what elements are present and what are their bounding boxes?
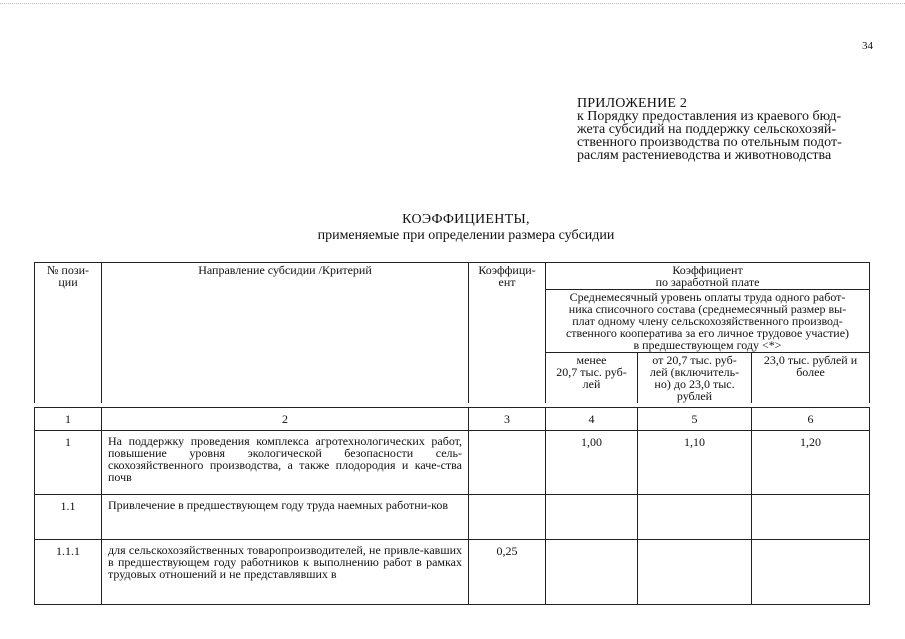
row-col5 <box>638 540 752 605</box>
header-text: рублей <box>676 389 713 403</box>
header-text: лей (включитель- <box>649 365 740 379</box>
row-col6: 1,20 <box>752 431 870 495</box>
column-number: 4 <box>546 408 638 431</box>
header-text: Направление субсидии /Критерий <box>198 263 372 277</box>
row-col6 <box>752 495 870 540</box>
header-text: ственного кооператива за его личное трудовое участие) <box>565 326 850 340</box>
header-text: в предшествующем году <*> <box>633 338 782 352</box>
row-text: для сельскохозяйственных товаропроизводителей, не привле-кавших в предшествующем году работников к выполнению работ в рамках трудовых отношений и не представлявших в <box>102 540 469 605</box>
document-title <box>301 212 631 244</box>
row-coefficient <box>469 431 546 495</box>
header-text: по заработной плате <box>655 275 760 289</box>
header-coefficient <box>469 263 546 404</box>
header-text: 20,7 тыс. руб- <box>556 365 627 379</box>
header-text: Среднемесячный уровень оплаты труда одного работ- <box>569 290 846 304</box>
data-table <box>34 407 870 605</box>
column-number: 3 <box>469 408 546 431</box>
header-text: но) до 23,0 тыс. <box>654 377 735 391</box>
row-col6 <box>752 540 870 605</box>
appendix-line: раслям растениеводства и животноводства <box>577 148 832 163</box>
header-text: 23,0 тыс. рублей и <box>763 353 858 367</box>
row-position: 1.1 <box>35 495 102 540</box>
header-sub-col4 <box>546 353 638 404</box>
row-coefficient: 0,25 <box>469 540 546 605</box>
column-number: 1 <box>35 408 102 431</box>
header-text: ника списочного состава (среднемесячный размер вы- <box>568 302 847 316</box>
appendix-line: к Порядку предоставления из краевого бюд- <box>577 109 842 124</box>
header-text: Коэффициент <box>672 263 743 277</box>
scan-artifact-line <box>0 3 905 4</box>
row-position: 1 <box>35 431 102 495</box>
header-table <box>34 262 870 403</box>
row-coefficient <box>469 495 546 540</box>
header-direction <box>102 263 469 404</box>
column-number-row <box>35 408 870 431</box>
appendix-block <box>577 97 877 162</box>
header-position <box>35 263 102 404</box>
appendix-line: жета субсидий на поддержку сельскохозяй- <box>577 122 837 137</box>
row-text: Привлечение в предшествующем году труда наемных работни-ков <box>102 495 469 540</box>
row-position: 1.1.1 <box>35 540 102 605</box>
header-text: от 20,7 тыс. руб- <box>652 353 737 367</box>
header-group-title <box>546 263 870 290</box>
appendix-line: ственного производства по отельным подот- <box>577 135 842 150</box>
column-number: 6 <box>752 408 870 431</box>
page-number: 34 <box>862 40 873 52</box>
row-col5: 1,10 <box>638 431 752 495</box>
row-col4: 1,00 <box>546 431 638 495</box>
column-number: 2 <box>102 408 469 431</box>
row-col4 <box>546 540 638 605</box>
header-group-subtitle <box>546 290 870 353</box>
row-text: На поддержку проведения комплекса агротехнологических работ, повышение уровня экологической безопасности сель-скохозяйственного производства, а также плодородия и каче-ства почв <box>102 431 469 495</box>
header-text: более <box>796 365 825 379</box>
column-number: 5 <box>638 408 752 431</box>
table-row <box>35 431 870 495</box>
row-col4 <box>546 495 638 540</box>
title-line-2: применяемые при определении размера субсидии <box>317 228 615 243</box>
header-text: ент <box>498 275 516 289</box>
header-text: № пози- <box>46 263 90 277</box>
header-text: менее <box>576 353 607 367</box>
header-text: лей <box>582 377 601 391</box>
appendix-title: ПРИЛОЖЕНИЕ 2 <box>577 96 688 111</box>
header-sub-col5 <box>638 353 752 404</box>
table-row <box>35 540 870 605</box>
title-line-1: КОЭФФИЦИЕНТЫ, <box>402 212 530 227</box>
header-sub-col6 <box>752 353 870 404</box>
header-text: ции <box>58 275 78 289</box>
header-text: плат одному члену сельскохозяйственного производ- <box>572 314 843 328</box>
header-text: Коэффици- <box>478 263 536 277</box>
row-col5 <box>638 495 752 540</box>
table-row <box>35 495 870 540</box>
